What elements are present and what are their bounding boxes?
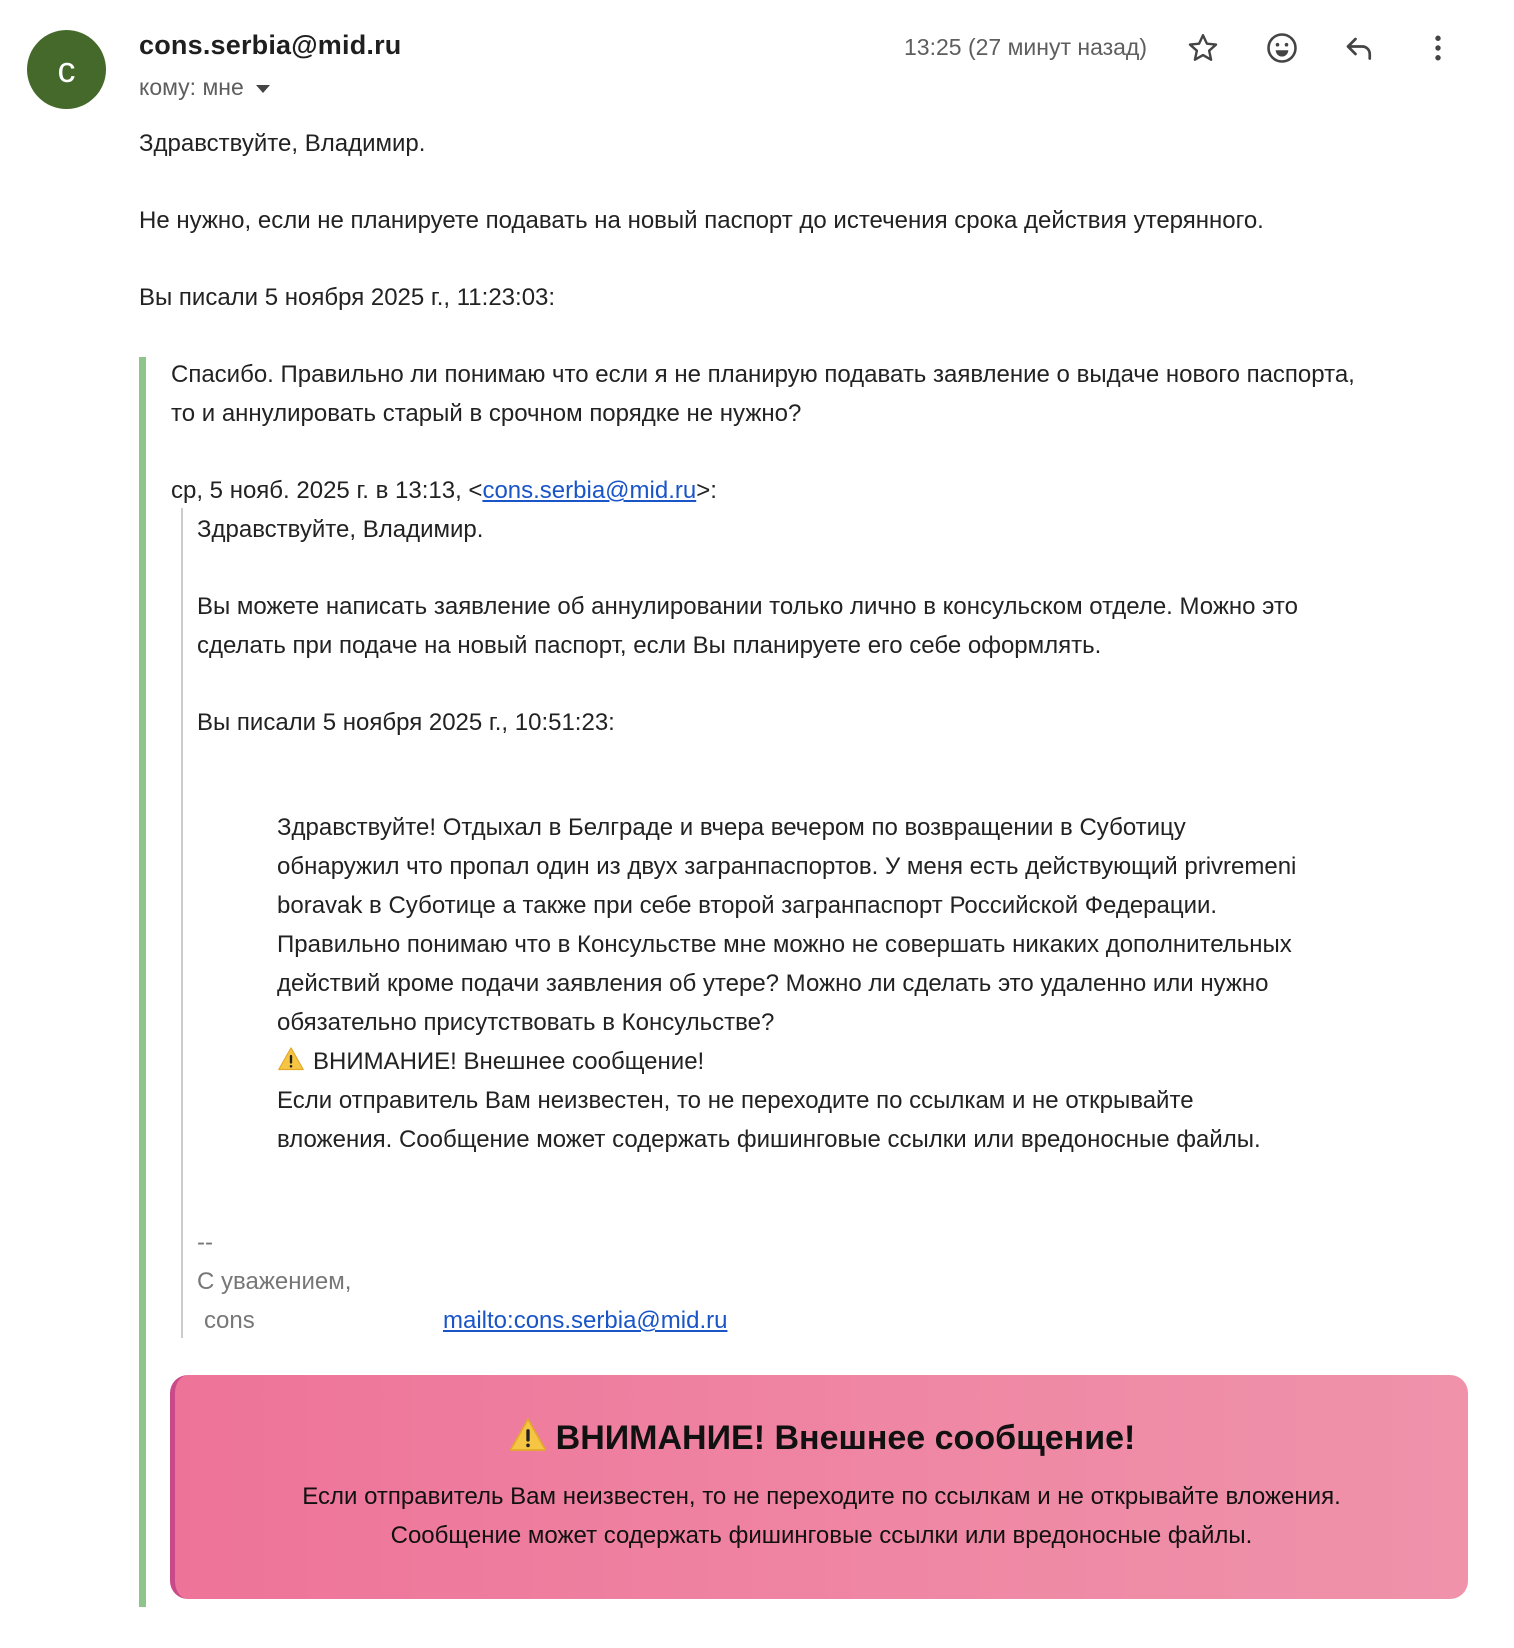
inline-warning-line: вложения. Сообщение может содержать фишинговые ссылки или вредоносные файлы. bbox=[277, 1126, 1261, 1153]
inline-warning-line: Если отправитель Вам неизвестен, то не переходите по ссылкам и не открывайте bbox=[277, 1087, 1194, 1114]
original-line: boravak в Суботице а также при себе второй загранпаспорт Российской Федерации. bbox=[277, 892, 1218, 919]
original-line: обязательно присутствовать в Консульстве? bbox=[277, 1009, 775, 1036]
greeting: Здравствуйте, Владимир. bbox=[139, 130, 426, 157]
quote2-para-line2: сделать при подаче на новый паспорт, если Вы планируете его себе оформлять. bbox=[197, 632, 1102, 659]
reply-button[interactable] bbox=[1340, 28, 1380, 68]
original-message bbox=[277, 808, 1296, 1159]
quote2-para-line1: Вы можете написать заявление об аннулировании только лично в консульском отделе. Можно это bbox=[197, 593, 1298, 620]
more-options-button[interactable] bbox=[1418, 28, 1458, 68]
message-time: 13:25 (27 минут назад) bbox=[904, 34, 1148, 60]
sender-email[interactable]: cons.serbia@mid.ru bbox=[139, 30, 402, 60]
original-line: Правильно понимаю что в Консульстве мне можно не совершать никаких дополнительных bbox=[277, 931, 1292, 958]
emoji-icon bbox=[1264, 30, 1300, 66]
reply-text: Не нужно, если не планируете подавать на новый паспорт до истечения срока действия утерянного. bbox=[139, 207, 1264, 234]
banner-line: Сообщение может содержать фишинговые ссылки или вредоносные файлы. bbox=[390, 1522, 1253, 1549]
quote2-header: Вы писали 5 ноября 2025 г., 10:51:23: bbox=[197, 709, 615, 736]
caret-down-icon bbox=[256, 85, 270, 93]
warning-icon bbox=[508, 1415, 548, 1455]
more-vert-icon bbox=[1420, 30, 1456, 66]
banner-body bbox=[175, 1477, 1468, 1555]
recipients-label: кому: мне bbox=[139, 74, 244, 100]
quote2-greeting: Здравствуйте, Владимир. bbox=[197, 516, 484, 543]
reply-icon bbox=[1342, 30, 1378, 66]
original-line: обнаружил что пропал один из двух загранпаспортов. У меня есть действующий privremeni bbox=[277, 853, 1297, 880]
inline-warning-title-text: ВНИМАНИЕ! Внешнее сообщение! bbox=[313, 1048, 705, 1075]
star-icon bbox=[1185, 30, 1221, 66]
avatar[interactable]: c bbox=[27, 30, 106, 109]
star-button[interactable] bbox=[1183, 28, 1223, 68]
quote-bar-outer bbox=[139, 357, 146, 1607]
attribution-suffix: >: bbox=[696, 477, 717, 504]
signature-dash: -- bbox=[197, 1229, 213, 1256]
quote1-attribution bbox=[171, 471, 717, 510]
warning-icon bbox=[277, 1045, 305, 1073]
attribution-email-link[interactable]: cons.serbia@mid.ru bbox=[482, 477, 697, 504]
quote1-line2: то и аннулировать старый в срочном порядке не нужно? bbox=[171, 400, 802, 427]
banner-line: Если отправитель Вам неизвестен, то не переходите по ссылкам и не открывайте вложения. bbox=[302, 1483, 1341, 1510]
banner-title bbox=[175, 1415, 1468, 1458]
signature-name: cons bbox=[204, 1307, 255, 1334]
emoji-reaction-button[interactable] bbox=[1262, 28, 1302, 68]
attribution-prefix: ср, 5 нояб. 2025 г. в 13:13, < bbox=[171, 477, 483, 504]
signature-regards: С уважением, bbox=[197, 1268, 352, 1295]
recipients-toggle[interactable] bbox=[139, 74, 270, 101]
inline-warning-title bbox=[277, 1042, 1296, 1081]
external-warning-banner bbox=[170, 1375, 1468, 1599]
quote1-line1: Спасибо. Правильно ли понимаю что если я не планирую подавать заявление о выдаче нового паспорта, bbox=[171, 361, 1355, 388]
quote-bar-inner bbox=[181, 508, 183, 1338]
original-line: действий кроме подачи заявления об утере? Можно ли сделать это удаленно или нужно bbox=[277, 970, 1269, 997]
original-line: Здравствуйте! Отдыхал в Белграде и вчера вечером по возвращении в Суботицу bbox=[277, 814, 1186, 841]
banner-title-text: ВНИМАНИЕ! Внешнее сообщение! bbox=[555, 1419, 1136, 1457]
quote-header: Вы писали 5 ноября 2025 г., 11:23:03: bbox=[139, 284, 556, 311]
signature-mailto-link[interactable]: mailto:cons.serbia@mid.ru bbox=[443, 1307, 728, 1334]
